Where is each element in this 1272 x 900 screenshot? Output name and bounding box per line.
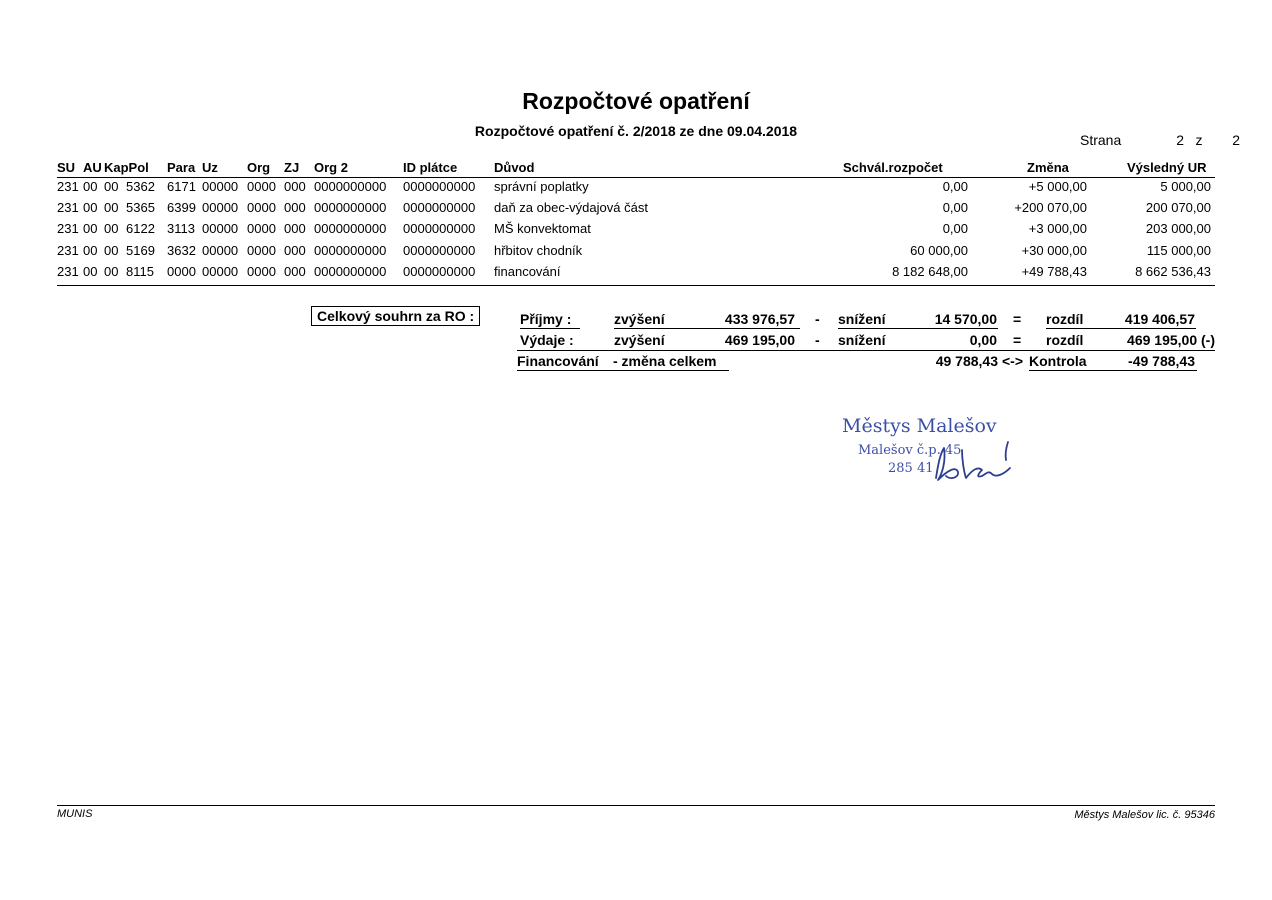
cell-uz: 00000 [202,200,239,215]
cell-para: 6171 [167,179,196,194]
cell-kap: 00 [104,221,119,236]
cell-pol: 6122 [126,221,155,236]
cell-id-platce: 0000000000 [403,200,476,215]
prijmy-snizeni-underline [838,328,998,329]
table-row [57,221,1215,241]
table-row [57,243,1215,263]
page-current: 2 [1176,132,1184,148]
cell-kap: 00 [104,243,119,258]
cell-zj: 000 [284,200,306,215]
cell-pol: 5362 [126,179,155,194]
table-header-rule [57,177,1215,178]
cell-schval: 8 182 648,00 [892,264,968,279]
cell-para: 0000 [167,264,196,279]
prijmy-equals: = [1013,311,1022,327]
page-label: Strana [1080,132,1122,148]
cell-su: 231 [57,179,79,194]
cell-duvod: hřbitov chodník [494,243,583,258]
header-zj: ZJ [284,160,300,175]
cell-org: 0000 [247,264,276,279]
cell-vysledny: 5 000,00 [1160,179,1211,194]
cell-au: 00 [83,264,98,279]
document-subtitle: Rozpočtové opatření č. 2/2018 ze dne 09.04.2018 [474,123,798,139]
page-indicator [1080,132,1240,148]
cell-au: 00 [83,179,98,194]
cell-duvod: financování [494,264,561,279]
handwritten-signature [928,440,1018,485]
header-au: AU [83,160,102,175]
cell-schval: 60 000,00 [910,243,968,258]
prijmy-snizeni-label: snížení [838,311,886,327]
vydaje-snizeni-value: 0,00 [969,332,997,348]
cell-zmena: +49 788,43 [1021,264,1087,279]
table-row [57,264,1215,284]
cell-vysledny: 200 070,00 [1145,200,1211,215]
cell-uz: 00000 [202,264,239,279]
cell-pol: 5169 [126,243,155,258]
cell-vysledny: 8 662 536,43 [1135,264,1211,279]
cell-zmena: +200 070,00 [1014,200,1087,215]
cell-su: 231 [57,264,79,279]
cell-duvod: MŠ konvektomat [494,221,591,236]
cell-org2: 0000000000 [314,264,387,279]
header-duvod: Důvod [494,160,535,175]
vydaje-zvyseni-value: 469 195,00 [724,332,795,348]
stamp-line-1: Městys Malešov [842,415,997,437]
vydaje-zvyseni-label: zvýšení [614,332,665,348]
cell-pol: 5365 [126,200,155,215]
financovani-label: Financování [517,353,599,369]
header-schval-rozpocet: Schvál.rozpočet [843,160,943,175]
cell-zj: 000 [284,264,306,279]
table-header [57,160,1215,178]
footer-software: MUNIS [57,808,93,820]
cell-org2: 0000000000 [314,221,387,236]
cell-para: 3632 [167,243,196,258]
cell-org2: 0000000000 [314,200,387,215]
cell-vysledny: 203 000,00 [1145,221,1211,236]
vydaje-rozdil-label: rozdíl [1046,332,1084,348]
kontrola-underline [1029,370,1197,371]
kontrola-value: -49 788,43 [1128,353,1195,369]
vydaje-equals: = [1013,332,1022,348]
stamp-line-2: Malešov č.p. 45 [858,443,962,458]
cell-kap: 00 [104,264,119,279]
cell-au: 00 [83,221,98,236]
vydaje-underline [517,350,1215,351]
cell-zmena: +5 000,00 [1028,179,1087,194]
page-of: z [1195,132,1203,148]
prijmy-dash: - [815,311,820,327]
prijmy-zvyseni-value: 433 976,57 [724,311,795,327]
prijmy-label: Příjmy : [520,311,572,327]
cell-schval: 0,00 [942,200,968,215]
cell-vysledny: 115 000,00 [1146,243,1211,258]
cell-zmena: +30 000,00 [1021,243,1087,258]
header-vysledny-ur: Výsledný UR [1127,160,1207,175]
header-org: Org [247,160,271,175]
prijmy-rozdil-underline [1046,328,1196,329]
prijmy-zvyseni-underline [614,328,800,329]
vydaje-dash: - [815,332,820,348]
header-uz: Uz [202,160,218,175]
document-title: Rozpočtové opatření [522,88,750,114]
cell-duvod: daň za obec-výdajová část [494,200,648,215]
financovani-underline [517,370,729,371]
cell-zj: 000 [284,221,306,236]
cell-schval: 0,00 [942,179,968,194]
header-zmena: Změna [1027,160,1069,175]
cell-org: 0000 [247,179,276,194]
header-id-platce: ID plátce [403,160,458,175]
prijmy-rozdil-value: 419 406,57 [1124,311,1195,327]
cell-id-platce: 0000000000 [403,179,476,194]
cell-org2: 0000000000 [314,179,387,194]
page-total: 2 [1232,132,1240,148]
cell-id-platce: 0000000000 [403,221,476,236]
cell-org: 0000 [247,200,276,215]
cell-su: 231 [57,221,79,236]
header-kappol: KapPol [104,160,149,175]
cell-id-platce: 0000000000 [403,264,476,279]
cell-uz: 00000 [202,179,239,194]
cell-au: 00 [83,200,98,215]
cell-au: 00 [83,243,98,258]
vydaje-label: Výdaje : [520,332,574,348]
kontrola-arrow: <-> [1002,353,1024,369]
cell-org: 0000 [247,243,276,258]
prijmy-rozdil-label: rozdíl [1046,311,1084,327]
table-row [57,200,1215,220]
footer-rule [57,805,1215,806]
prijmy-underline [520,328,580,329]
cell-org2: 0000000000 [314,243,387,258]
cell-kap: 00 [104,200,119,215]
cell-pol: 8115 [126,264,154,279]
cell-schval: 0,00 [942,221,968,236]
table-row [57,179,1215,199]
footer-license: Městys Malešov lic. č. 95346 [1074,809,1215,821]
header-su: SU [57,160,76,175]
summary-box-label: Celkový souhrn za RO : [311,306,480,326]
cell-uz: 00000 [202,243,239,258]
prijmy-zvyseni-label: zvýšení [614,311,665,327]
vydaje-rozdil-value: 469 195,00 (-) [1127,332,1215,348]
cell-id-platce: 0000000000 [403,243,476,258]
stamp-line-3: 285 41 [888,461,934,476]
kontrola-label: Kontrola [1029,353,1087,369]
cell-kap: 00 [104,179,119,194]
cell-duvod: správní poplatky [494,179,589,194]
table-bottom-rule [57,285,1215,286]
cell-zj: 000 [284,179,306,194]
cell-su: 231 [57,200,79,215]
header-org2: Org 2 [314,160,348,175]
prijmy-snizeni-value: 14 570,00 [934,311,997,327]
cell-para: 3113 [167,221,195,236]
cell-su: 231 [57,243,79,258]
cell-uz: 00000 [202,221,239,236]
cell-zmena: +3 000,00 [1028,221,1087,236]
vydaje-snizeni-label: snížení [838,332,886,348]
header-para: Para [167,160,196,175]
zmena-celkem-label: - změna celkem [613,353,717,369]
financovani-value: 49 788,43 [935,353,998,369]
cell-org: 0000 [247,221,276,236]
cell-para: 6399 [167,200,196,215]
cell-zj: 000 [284,243,306,258]
